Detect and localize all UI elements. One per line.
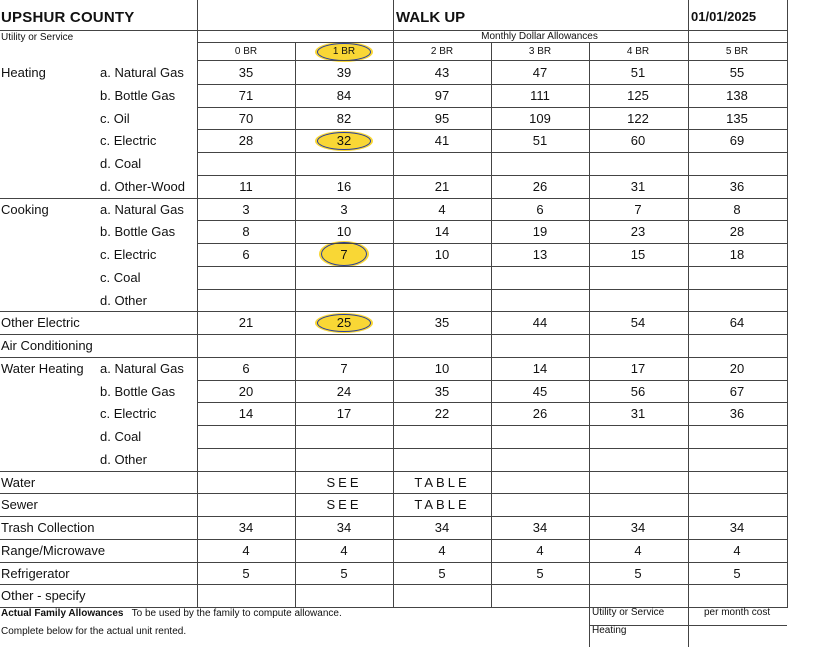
- row-category: Water Heating: [1, 360, 84, 376]
- bedroom-header: 3 BR: [528, 46, 552, 57]
- allowance-cell: 5: [340, 565, 348, 581]
- allowance-cell: 5: [733, 565, 741, 581]
- allowance-cell: 34: [729, 520, 745, 535]
- row-rule: [197, 266, 788, 267]
- rule-top: [0, 30, 788, 31]
- see-label: SEE: [326, 497, 362, 513]
- bedroom-header: 4 BR: [626, 46, 650, 57]
- see-label: SEE: [326, 474, 362, 490]
- row-rule: [197, 425, 788, 426]
- row-rule: [0, 357, 788, 358]
- table-label: TABLE: [414, 497, 470, 513]
- allowance-cell: 34: [238, 520, 254, 535]
- footer-cost-header: per month cost: [704, 607, 771, 618]
- row-rule: [197, 152, 788, 153]
- actual-allowances-label: Actual Family Allowances: [1, 608, 124, 619]
- allowance-cell: 32: [336, 133, 352, 149]
- row-rule: [197, 380, 788, 381]
- allowance-cell: 36: [729, 178, 745, 194]
- row-category: Other Electric: [1, 315, 80, 331]
- row-category: Sewer: [1, 497, 38, 513]
- allowance-cell: 3: [340, 201, 348, 217]
- allowance-cell: 18: [729, 247, 745, 262]
- allowance-cell: 95: [434, 110, 450, 126]
- row-subtype: d. Coal: [100, 156, 142, 171]
- allowance-cell: 84: [336, 87, 352, 103]
- allowance-cell: 64: [729, 315, 745, 331]
- row-rule: [0, 311, 788, 312]
- allowance-cell: 55: [729, 65, 745, 80]
- row-rule: [197, 84, 788, 85]
- row-rule: [197, 220, 788, 221]
- row-rule: [197, 448, 788, 449]
- row-category: Other - specify: [1, 588, 86, 604]
- county-name: UPSHUR COUNTY: [1, 9, 135, 26]
- row-rule: [0, 471, 788, 472]
- actual-allowances-note: To be used by the family to compute allowance.: [131, 608, 342, 619]
- allowance-cell: 5: [242, 565, 250, 581]
- allowance-cell: 28: [729, 224, 745, 240]
- allowance-cell: 60: [630, 133, 646, 149]
- allowance-cell: 41: [434, 133, 450, 149]
- allowance-cell: 138: [726, 87, 748, 103]
- allowance-cell: 26: [532, 178, 548, 194]
- allowance-cell: 4: [438, 542, 446, 558]
- allowance-cell: 19: [532, 224, 548, 240]
- row-subtype: d. Other-Wood: [100, 178, 186, 194]
- allowance-cell: 14: [532, 360, 548, 376]
- allowance-cell: 34: [630, 520, 646, 535]
- allowance-cell: 51: [532, 133, 548, 149]
- allowance-header: Monthly Dollar Allowances: [481, 31, 598, 42]
- row-rule: [0, 584, 788, 585]
- allowance-cell: 122: [627, 110, 649, 126]
- allowance-cell: 45: [532, 383, 548, 399]
- allowance-cell: 20: [729, 360, 745, 376]
- effective-date: 01/01/2025: [691, 9, 757, 24]
- allowance-cell: 67: [729, 383, 745, 399]
- row-rule: [0, 562, 788, 563]
- allowance-cell: 8: [733, 201, 741, 217]
- row-rule: [0, 334, 788, 335]
- allowance-cell: 135: [726, 110, 748, 126]
- allowance-cell: 5: [536, 565, 544, 581]
- row-category: Refrigerator: [1, 565, 70, 581]
- allowance-cell: 56: [630, 383, 646, 399]
- row-rule: [197, 107, 788, 108]
- bedroom-header: 5 BR: [725, 46, 749, 57]
- allowance-cell: 39: [336, 65, 352, 80]
- allowance-cell: 69: [729, 133, 745, 149]
- allowance-cell: 125: [627, 87, 649, 103]
- allowance-cell: 4: [242, 542, 250, 558]
- allowance-cell: 13: [532, 247, 548, 262]
- allowance-cell: 35: [434, 315, 450, 331]
- allowance-cell: 15: [630, 247, 646, 262]
- row-subtype: c. Electric: [100, 133, 157, 149]
- allowance-cell: 6: [536, 201, 544, 217]
- allowance-cell: 14: [238, 406, 254, 422]
- allowance-cell: 11: [239, 178, 253, 194]
- allowance-cell: 109: [529, 110, 551, 126]
- allowance-cell: 111: [530, 87, 550, 103]
- allowance-cell: 21: [434, 178, 450, 194]
- row-rule: [0, 516, 788, 517]
- bedroom-header: 1 BR: [332, 46, 356, 57]
- row-category: Cooking: [1, 201, 49, 217]
- allowance-cell: 24: [336, 383, 352, 399]
- row-rule: [0, 539, 788, 540]
- rule-under-header: [197, 42, 787, 43]
- footer-rule: [688, 607, 689, 647]
- allowance-cell: 36: [729, 406, 745, 422]
- allowance-cell: 34: [434, 520, 450, 535]
- allowance-cell: 35: [238, 65, 254, 80]
- row-subtype: c. Electric: [100, 406, 157, 422]
- row-rule: [197, 129, 788, 130]
- allowance-cell: 44: [532, 315, 548, 331]
- row-subtype: a. Natural Gas: [100, 201, 184, 217]
- allowance-cell: 8: [242, 224, 250, 240]
- allowance-cell: 5: [634, 565, 642, 581]
- row-subtype: d. Other: [100, 292, 147, 308]
- unit-type: WALK UP: [396, 9, 466, 26]
- allowance-cell: 10: [434, 247, 450, 262]
- allowance-cell: 26: [532, 406, 548, 422]
- row-subtype: a. Natural Gas: [100, 360, 184, 376]
- allowance-cell: 7: [340, 247, 348, 262]
- row-category: Water: [1, 474, 36, 490]
- allowance-cell: 10: [336, 224, 352, 240]
- allowance-cell: 47: [532, 65, 548, 80]
- allowance-cell: 34: [532, 520, 548, 535]
- allowance-cell: 43: [434, 65, 450, 80]
- table-label: TABLE: [414, 474, 470, 490]
- allowance-cell: 4: [438, 201, 446, 217]
- row-category: Trash Collection: [1, 520, 95, 535]
- row-subtype: d. Other: [100, 451, 147, 467]
- row-rule: [0, 198, 788, 199]
- row-subtype: d. Coal: [100, 429, 142, 444]
- allowance-cell: 34: [336, 520, 352, 535]
- allowance-cell: 17: [336, 406, 352, 422]
- allowance-cell: 4: [733, 542, 741, 558]
- row-subtype: a. Natural Gas: [100, 65, 184, 80]
- actual-allowances-line: [1, 608, 342, 619]
- allowance-cell: 17: [630, 360, 646, 376]
- footer-heating-row: Heating: [592, 625, 627, 636]
- rule-under-br: [197, 60, 787, 61]
- row-rule: [0, 493, 788, 494]
- allowance-cell: 14: [434, 224, 450, 240]
- row-category: Air Conditioning: [1, 338, 93, 353]
- allowance-cell: 51: [630, 65, 646, 80]
- allowance-cell: 6: [242, 247, 250, 262]
- allowance-cell: 20: [238, 383, 254, 399]
- bedroom-header: 0 BR: [234, 46, 258, 57]
- row-subtype: c. Electric: [100, 247, 157, 262]
- service-column-header: Utility or Service: [1, 32, 74, 43]
- allowance-cell: 23: [630, 224, 646, 240]
- allowance-cell: 71: [238, 87, 254, 103]
- allowance-cell: 54: [630, 315, 646, 331]
- allowance-cell: 21: [238, 315, 254, 331]
- allowance-cell: 25: [336, 315, 352, 331]
- allowance-cell: 97: [434, 87, 450, 103]
- row-rule: [197, 289, 788, 290]
- row-category: Heating: [1, 65, 46, 80]
- row-subtype: c. Coal: [100, 269, 141, 285]
- bedroom-header: 2 BR: [430, 46, 454, 57]
- allowance-cell: 10: [434, 360, 450, 376]
- allowance-cell: 7: [634, 201, 642, 217]
- row-rule: [197, 402, 788, 403]
- allowance-cell: 5: [438, 565, 446, 581]
- allowance-cell: 16: [336, 178, 352, 194]
- allowance-cell: 4: [634, 542, 642, 558]
- row-subtype: b. Bottle Gas: [100, 87, 176, 103]
- allowance-cell: 7: [340, 360, 348, 376]
- allowance-cell: 4: [340, 542, 348, 558]
- allowance-cell: 70: [238, 110, 254, 126]
- allowance-cell: 4: [536, 542, 544, 558]
- row-rule: [197, 175, 788, 176]
- allowance-cell: 6: [242, 360, 250, 376]
- allowance-cell: 3: [242, 201, 250, 217]
- complete-below-note: Complete below for the actual unit rented.: [1, 626, 187, 637]
- row-rule: [197, 243, 788, 244]
- footer-rule: [589, 607, 590, 647]
- allowance-cell: 22: [434, 406, 450, 422]
- allowance-cell: 31: [630, 406, 646, 422]
- row-category: Range/Microwave: [1, 542, 106, 558]
- row-subtype: b. Bottle Gas: [100, 224, 176, 240]
- row-subtype: c. Oil: [100, 110, 130, 126]
- footer-service-header: Utility or Service: [592, 607, 665, 618]
- column-rule: [787, 0, 788, 607]
- allowance-cell: 31: [630, 178, 646, 194]
- allowance-cell: 82: [336, 110, 352, 126]
- row-subtype: b. Bottle Gas: [100, 383, 176, 399]
- allowance-cell: 28: [238, 133, 254, 149]
- allowance-cell: 35: [434, 383, 450, 399]
